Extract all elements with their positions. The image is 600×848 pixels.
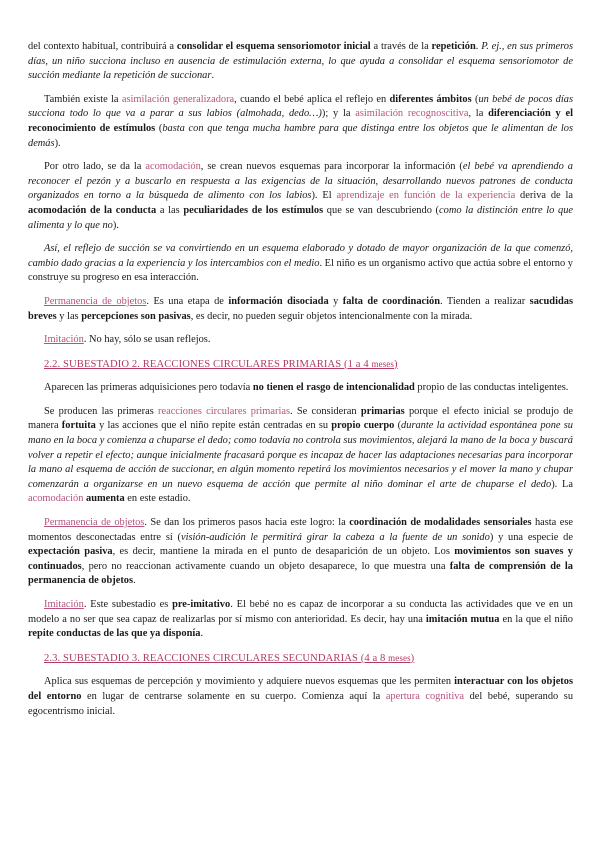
paragraph-reacciones-secundarias [28,675,573,719]
text-run: Aplica sus esquemas de percepción y movimiento y adquiere nuevos esquemas que les permiten [44,676,455,688]
subheading-label: Permanencia de objetos [44,295,147,307]
text-run: . [475,41,482,52]
text-run: ). El [311,190,337,202]
paragraph-adquisiciones [28,381,573,396]
text-run: propio de las conductas inteligentes. [414,382,569,394]
text-run: . Se dan los primeros pasos hacia este logro: la [144,517,350,529]
paragraph-permanencia-1 [28,295,573,324]
text-run: ). La [551,478,573,490]
bold-term: acomodación de la conducta [28,204,157,216]
text-run: , la [468,108,489,120]
text-run: y [328,295,343,307]
text-run: a las [156,204,184,216]
highlight-term: aprendizaje en función de la experiencia [336,190,516,202]
bold-term: aumenta [86,493,125,505]
text-run: ) y una especie de [489,531,573,543]
text-run: . Se consideran [290,405,361,417]
bold-term: diferenciación y el reconocimiento de estímulos [28,108,573,134]
example-text: como la distinción entre lo que alimenta y lo que no [28,204,574,231]
text-run: que se van descubriendo ( [323,204,440,216]
text-run: porque el efecto inicial se produjo de manera [28,405,574,432]
text-run: . No hay, sólo se usan reflejos. [83,334,211,346]
text-run: , es decir, mantiene la mirada en el punto de desaparición de un objeto. Los [112,546,455,558]
text-run: ( [394,420,402,432]
bold-term: fortuita [61,420,96,432]
highlight-term: acomodación [28,493,84,505]
text-run: , se crean nuevos esquemas para incorporar la información ( [200,161,463,173]
text-run: . El niño es un organismo activo que actúa sobre el entorno y construye su progreso en esa interacción. [28,257,574,284]
bold-term: pre-imitativo [172,599,231,610]
highlight-term: asimilación generalizadora [121,93,235,105]
example-text: visión-audición le permitirá girar la cabeza a la fuente de un sonido [181,531,490,543]
paragraph-repeticion [28,40,573,84]
bold-term: percepciones son pasivas [81,310,191,322]
highlight-term: asimilación recognoscitiva [355,108,469,120]
example-text: P. ej., en sus primeros días, un niño succiona incluso en ausencia de estimulación externa, lo que ayuda a consolidar el esquema sensoriomotor de succión mediante la repetición de succionar [28,41,573,82]
bold-term: propio cuerpo [331,420,395,432]
heading-text: ) [410,652,415,664]
highlight-term: apertura cognitiva [385,690,465,702]
bold-term: interactuar con los objetos del entorno [28,676,574,702]
text-run: , es decir, no pueden seguir objetos intencionalmente con la mirada. [190,310,473,322]
text-run: en la que el niño [499,613,573,625]
paragraph-reflejo-succion [28,242,573,286]
paragraph-permanencia-2 [28,516,573,589]
text-run: a través de la [370,41,432,52]
text-run: hasta ese momentos desconectadas entre sí ( [28,517,573,543]
paragraph-acomodacion [28,160,573,233]
bold-term: repetición [431,41,476,52]
text-run: También existe la [44,93,122,105]
example-text: un bebé de pocos días succiona todo lo que va a parar a sus labios (almohada, dedo…) [28,93,573,120]
text-run: Aparecen las primeras adquisiciones pero todavía [44,382,253,394]
text-run: ). [54,137,61,149]
text-run: , pero no reaccionan activamente cuando un objeto desaparece, lo que muestra una [81,560,450,572]
subheading-label: Imitación [44,334,84,346]
subheading-label: Imitación [44,599,84,610]
bold-term: coordinación de modalidades sensoriales [349,517,532,529]
paragraph-reacciones-primarias [28,405,573,507]
bold-term: peculiaridades de los estímulos [183,204,324,216]
paragraph-imitacion-1 [28,333,573,348]
paragraph-imitacion-2 [28,598,573,642]
text-run: en lugar de centrarse solamente en su cuerpo. Comienza aquí la [81,690,386,702]
heading-text: ) [394,358,398,370]
text-run: , cuando el bebé aplica el reflejo en [234,93,390,105]
bold-term: falta de coordinación [342,295,441,307]
example-text: Así, el reflejo de succión se va convirtiendo en un esquema elaborado y dotado de mayor organización de la que comenzó, cambio dado gracias a la experiencia y los intercambios con el medio [28,243,573,269]
text-run: . [211,70,215,82]
heading-text: meses [388,652,411,663]
bold-term: primarias [360,405,405,417]
text-run: . El bebé no es capaz de incorporar a su conducta las actividades que ve en un modelo a no ser que sea capaz de realizarlas por sí mismo con anterioridad. Es decir, hay una [28,599,573,625]
text-run: en este estadio. [124,493,191,505]
text-run: del bebé, superando su egocentrismo inicial. [28,690,574,717]
paragraph-asimilacion [28,93,573,151]
bold-term: imitación mutua [425,613,500,625]
bold-term: diferentes ámbitos [389,93,472,105]
text-run: ); y la [321,108,356,120]
text-run: deriva de la [515,190,573,202]
bold-term: falta de comprensión de la permanencia de objetos [28,560,573,587]
bold-term: sacudidas breves [28,295,573,322]
section-heading-subestadio-3 [44,651,573,667]
bold-term: información disociada [228,295,329,307]
text-run: . Tienden a realizar [440,295,530,307]
text-run: y las acciones que el niño repite están centradas en su [95,420,332,432]
text-run: ). [112,219,119,231]
text-run: . Es una etapa de [146,295,229,307]
heading-text: 2.2. SUBESTADIO 2. REACCIONES CIRCULARES PRIMARIAS (1 a 4 [44,358,372,370]
example-text: el bebé va aprendiendo a reconocer el pezón y a buscarlo en respuesta a las exigencias de la situación, desarrollando nuevos patrones de conducta organizados en torno a la búsqueda de alimento con los labios [28,161,573,202]
heading-text: 2.3. SUBESTADIO 3. REACCIONES CIRCULARES SECUNDARIAS (4 a 8 [44,652,389,664]
bold-term: expectación pasiva [28,546,113,558]
text-run: del contexto habitual, contribuirá a [28,41,177,52]
text-run: . [133,575,136,587]
bold-term: repite conductas de las que ya disponía [28,628,201,640]
heading-text: meses [371,358,394,369]
example-text: durante la actividad espontánea pone su mano en la boca y comienza a chuparse el dedo; como todavía no controla sus movimientos, alejará la mano de la boca y buscará volver a repetir el efecto; aunque inicialmente fracasará porque es incapaz de hacer las adaptaciones necesarias para incorporar la mano al esquema de acción de succionar, en algún momento repetirá los movimientos necesarios y el mover la mano y chupar comenzarán a organizarse en un nuevo esquema de acción que permite al niño dominar el arte de chuparse el dedo [28,420,573,490]
bold-term: consolidar el esquema sensoriomotor inicial [176,41,371,52]
highlight-term: reacciones circulares primarias [158,405,291,417]
text-run: y las [56,310,82,322]
example-text: basta con que tenga mucha hambre para que distinga entre los objetos que le alimentan de los demás [28,122,573,149]
text-run: . Este subestadio es [83,599,173,610]
text-run: Se producen las primeras [44,405,159,417]
subheading-label: Permanencia de objetos [44,517,145,529]
bold-term: movimientos son suaves y continuados [28,546,573,572]
bold-term: no tienen el rasgo de intencionalidad [252,382,415,394]
text-run: ( [471,93,479,105]
highlight-term: acomodación [145,161,201,173]
text-run: ( [155,122,163,134]
document-page [28,40,573,728]
text-run: Por otro lado, se da la [44,161,146,173]
section-heading-subestadio-2 [44,357,573,373]
text-run: . [200,628,204,640]
